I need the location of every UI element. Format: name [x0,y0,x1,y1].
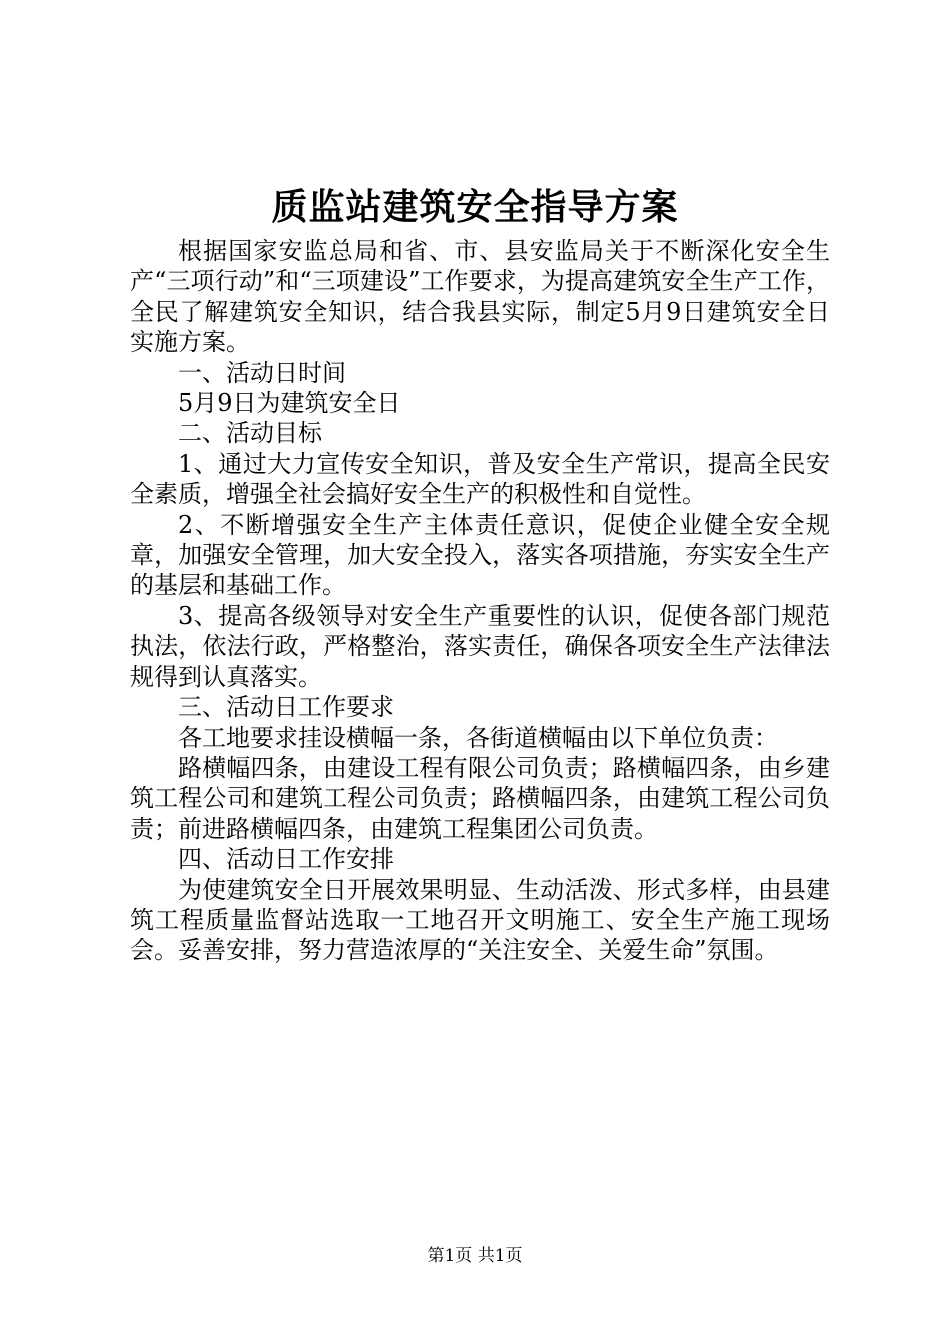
page-number-footer: 第1页 共1页 [427,1246,523,1266]
heading-activity-goals: 二、活动目标 [178,419,322,448]
document-title: 质监站建筑安全指导方案 [271,186,679,228]
paragraph-activity-date: 5月9日为建筑安全日 [178,389,401,418]
document-body [130,236,830,966]
heading-work-requirements: 三、活动日工作要求 [178,693,394,722]
heading-activity-time: 一、活动日时间 [178,358,346,387]
paragraph-banner-assignments: 路横幅四条，由建设工程有限公司负责；路横幅四条，由乡建筑工程公司和建筑工程公司负责；路横幅四条，由建筑工程公司负责；前进路横幅四条，由建筑工程集团公司负责。 [130,753,830,843]
paragraph-goal-3: 3、提高各级领导对安全生产重要性的认识，促使各部门规范执法，依法行政，严格整治，落实责任，确保各项安全生产法律法规得到认真落实。 [130,601,830,691]
paragraph-goal-1: 1、通过大力宣传安全知识，普及安全生产常识，提高全民安全素质，增强全社会搞好安全生产的积极性和自觉性。 [130,449,830,509]
paragraph-arrangement: 为使建筑安全日开展效果明显、生动活泼、形式多样，由县建筑工程质量监督站选取一工地召开文明施工、安全生产施工现场会。妥善安排，努力营造浓厚的“关注安全、关爱生命”氛围。 [130,875,830,965]
heading-work-arrangement: 四、活动日工作安排 [178,845,394,874]
paragraph-goal-2: 2、不断增强安全生产主体责任意识，促使企业健全安全规章，加强安全管理，加大安全投入，落实各项措施，夯实安全生产的基层和基础工作。 [130,510,830,600]
paragraph-intro: 根据国家安监总局和省、市、县安监局关于不断深化安全生产“三项行动”和“三项建设”工作要求，为提高建筑安全生产工作，全民了解建筑安全知识，结合我县实际，制定5月9日建筑安全日实施方案。 [130,237,830,357]
paragraph-banner-requirement: 各工地要求挂设横幅一条，各街道横幅由以下单位负责： [178,723,778,752]
